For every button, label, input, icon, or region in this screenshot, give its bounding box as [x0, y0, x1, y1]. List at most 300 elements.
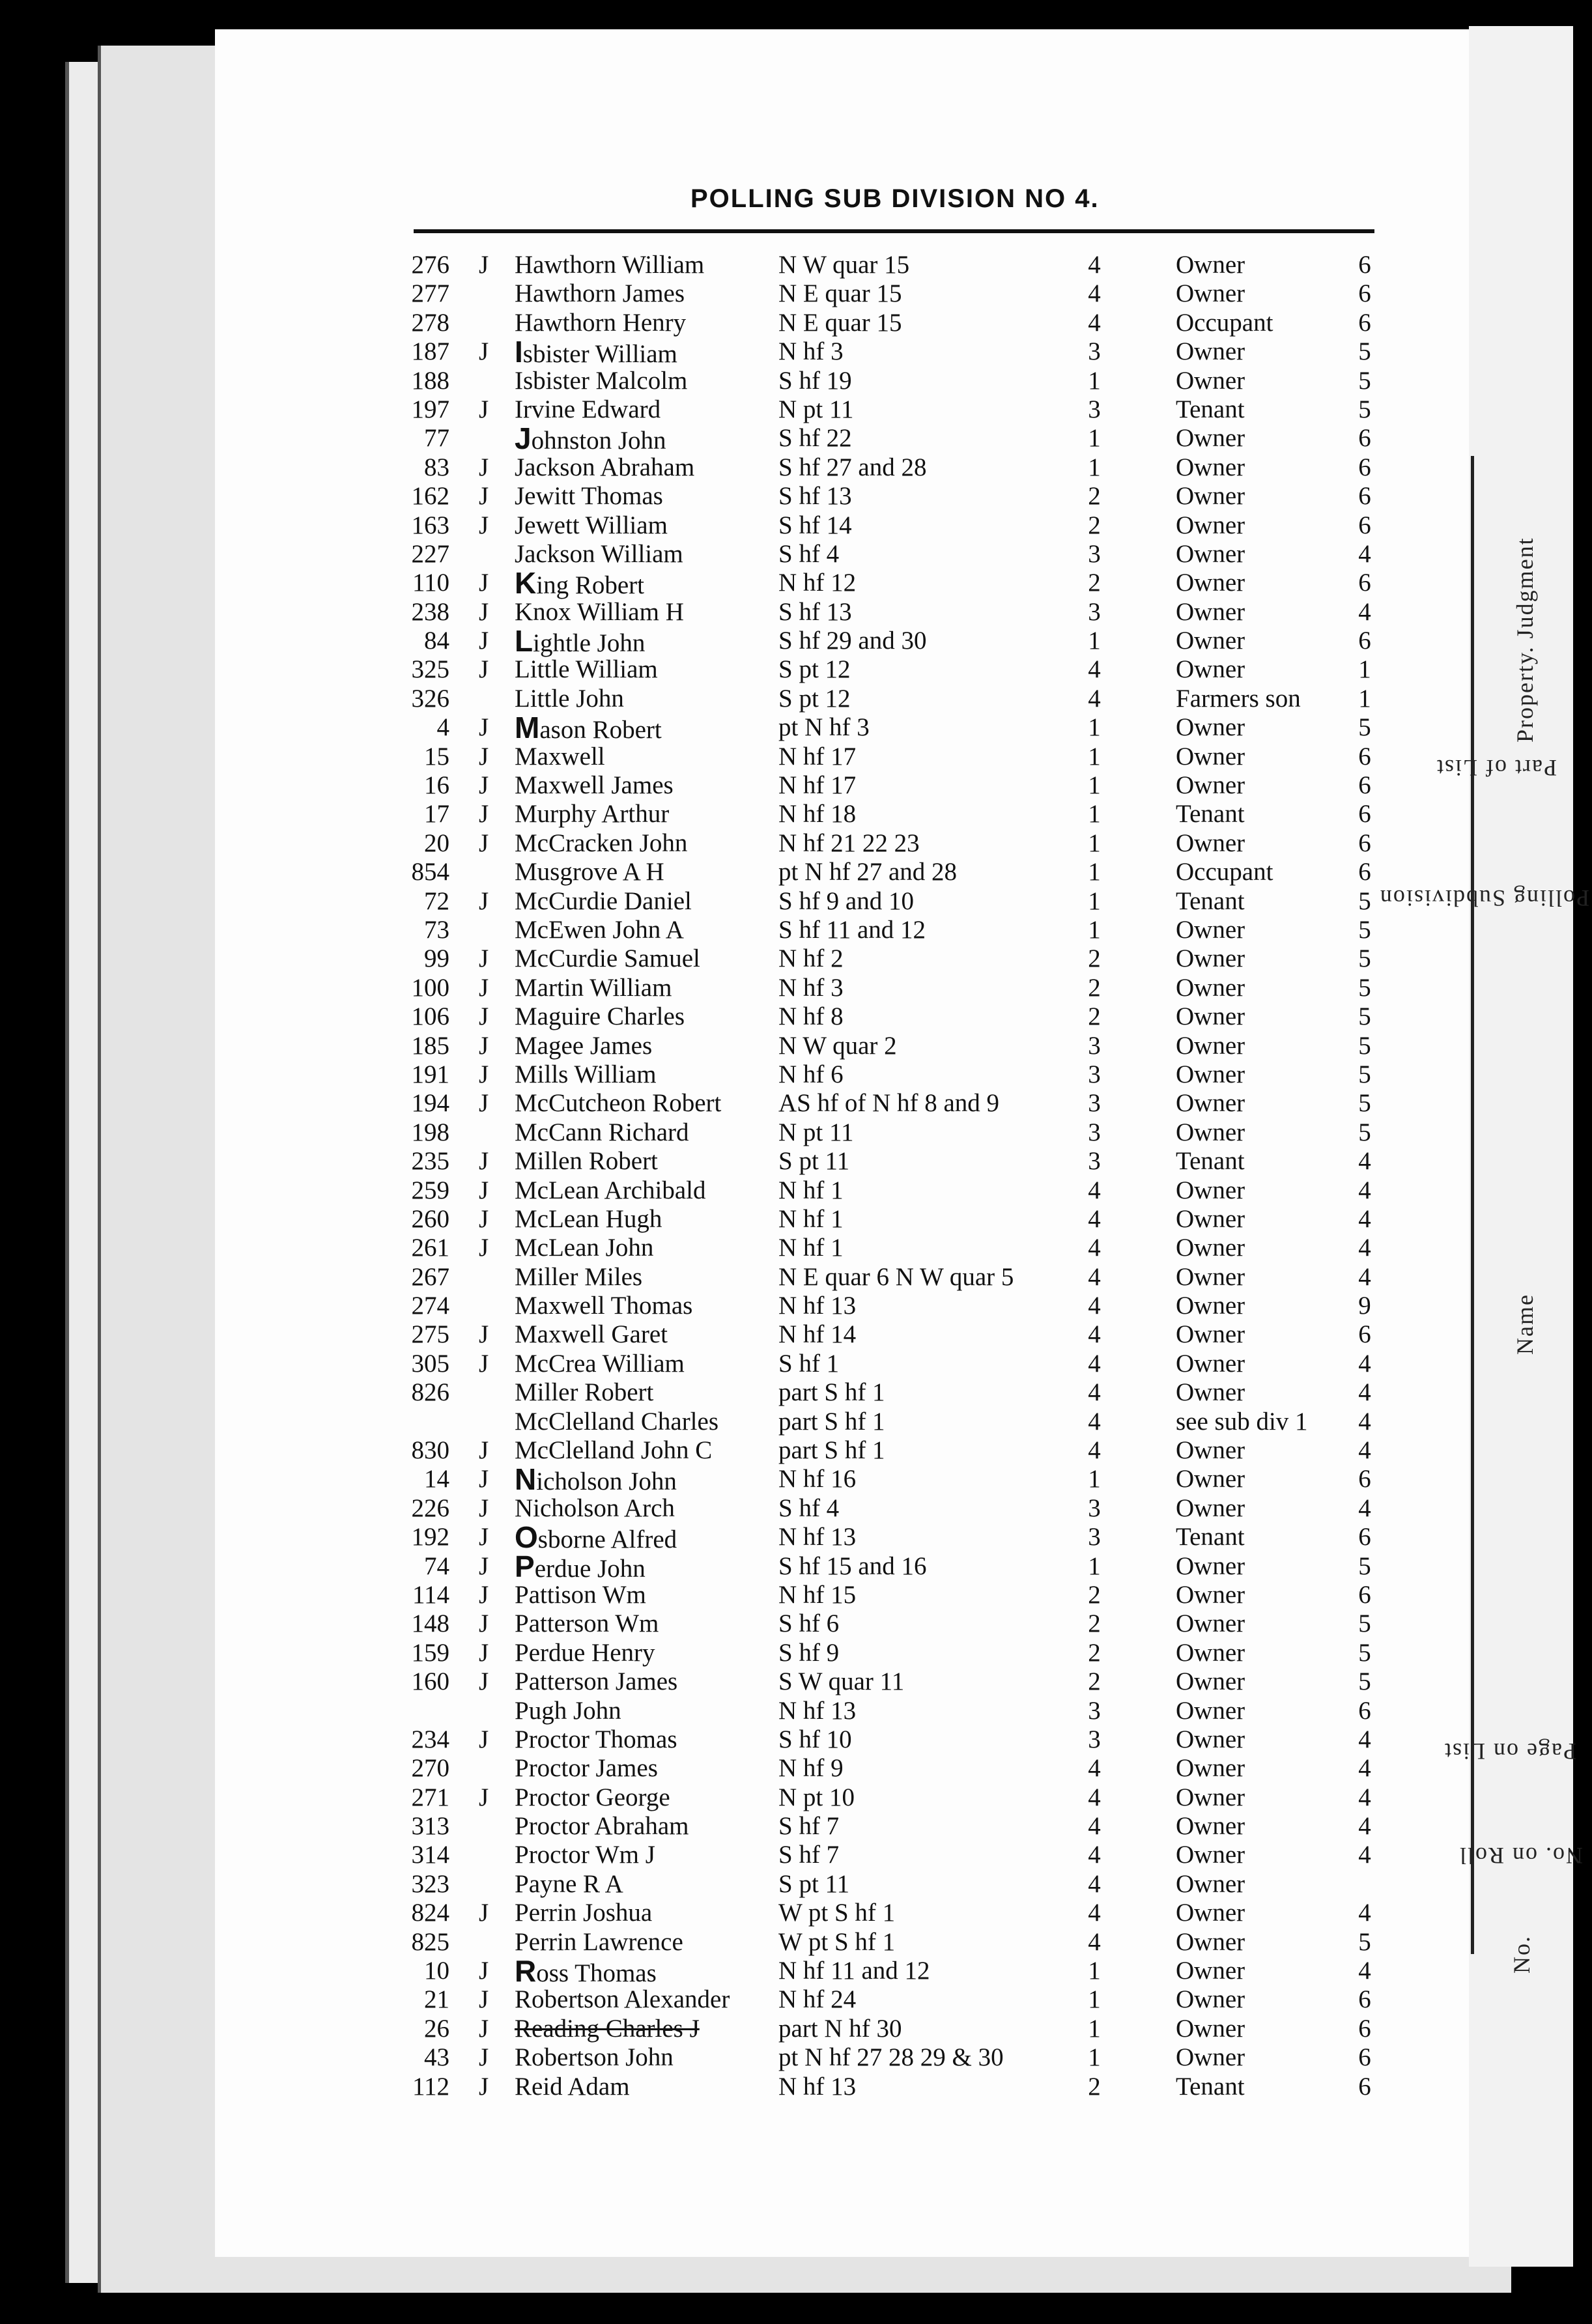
voter-name-text: Jackson Abraham	[515, 453, 695, 481]
ward-number: 2	[1088, 973, 1101, 1002]
voter-name-text: Hawthorn William	[515, 251, 705, 279]
juror-mark: J	[479, 655, 489, 684]
ward-number: 1	[1088, 1465, 1101, 1494]
status: Owner	[1176, 337, 1245, 366]
table-row	[0, 1002, 1592, 1031]
entry-number: 77	[424, 424, 449, 453]
land-description: N hf 14	[778, 1320, 857, 1349]
ward-number: 4	[1088, 1292, 1101, 1320]
status: Owner	[1176, 1118, 1245, 1146]
voter-name-text: McLean John	[515, 1234, 654, 1262]
ward-number: 4	[1088, 1262, 1101, 1291]
status: Owner	[1176, 1725, 1245, 1753]
status: Owner	[1176, 1638, 1245, 1667]
ward-number: 1	[1088, 886, 1101, 915]
property-value: 6	[1358, 1320, 1371, 1349]
entry-number: 112	[412, 2072, 449, 2101]
status: Owner	[1176, 1754, 1245, 1783]
entry-number: 194	[411, 1089, 449, 1118]
voter-name	[515, 511, 668, 540]
ward-number: 3	[1088, 1696, 1101, 1725]
land-description: N pt 11	[778, 395, 854, 423]
status: Owner	[1176, 482, 1245, 511]
status: Owner	[1176, 1234, 1245, 1262]
table-row	[0, 1812, 1592, 1841]
land-description: N E quar 6 N W quar 5	[778, 1262, 1014, 1291]
voter-name	[515, 540, 683, 569]
property-value: 5	[1358, 1552, 1371, 1580]
status: Tenant	[1176, 395, 1245, 423]
ward-number: 1	[1088, 2014, 1101, 2043]
table-row	[0, 1060, 1592, 1089]
voter-name	[515, 367, 687, 395]
ward-number: 4	[1088, 1812, 1101, 1841]
voter-name-text: Miller Miles	[515, 1262, 643, 1291]
status: Owner	[1176, 1204, 1245, 1233]
juror-mark: J	[479, 1204, 489, 1233]
land-description: N hf 12	[778, 569, 857, 597]
voter-name	[515, 743, 605, 771]
voter-name	[515, 1841, 655, 1869]
voter-name	[515, 1985, 730, 2014]
voter-name	[515, 1408, 718, 1436]
land-description: S hf 27 and 28	[778, 453, 927, 481]
table-row	[0, 685, 1592, 713]
voter-name	[515, 1812, 689, 1841]
entry-number: 326	[411, 684, 449, 713]
voter-name-text: Proctor Thomas	[515, 1725, 677, 1753]
juror-mark: J	[479, 569, 489, 597]
ward-number: 2	[1088, 1002, 1101, 1031]
ward-number: 3	[1088, 1060, 1101, 1088]
land-description: W pt S hf 1	[778, 1899, 896, 1927]
property-value: 1	[1358, 684, 1371, 713]
entry-number: 114	[412, 1580, 449, 1609]
status: Owner	[1176, 279, 1245, 308]
table-row	[0, 309, 1592, 337]
voter-name	[515, 944, 700, 973]
section-initial: N	[515, 1462, 537, 1497]
land-description: N hf 13	[778, 2072, 857, 2101]
entry-number: 325	[411, 655, 449, 684]
voter-name	[515, 1783, 670, 1812]
status: Owner	[1176, 713, 1245, 742]
juror-mark: J	[479, 1436, 489, 1465]
table-row	[0, 1032, 1592, 1060]
table-row	[0, 1462, 1592, 1497]
entry-number: 100	[411, 973, 449, 1002]
ward-number: 1	[1088, 366, 1101, 395]
property-value: 5	[1358, 973, 1371, 1002]
status: Tenant	[1176, 886, 1245, 915]
voter-name	[515, 482, 663, 511]
property-value: 4	[1358, 1754, 1371, 1783]
voter-name	[515, 800, 669, 829]
voter-name-text: Reid Adam	[515, 2072, 630, 2101]
voter-name-text: Proctor Wm J	[515, 1841, 655, 1869]
property-value: 4	[1358, 1147, 1371, 1176]
status: Owner	[1176, 1176, 1245, 1204]
table-row	[0, 511, 1592, 540]
voter-name	[515, 1292, 692, 1320]
voter-name-text: Little William	[515, 655, 658, 684]
margin-heading: No.	[1509, 1935, 1535, 1974]
juror-mark: J	[479, 453, 489, 481]
property-value: 4	[1358, 1262, 1371, 1291]
voter-name-text: Irvine Edward	[515, 395, 661, 423]
land-description: S pt 12	[778, 655, 851, 684]
property-value: 4	[1358, 1234, 1371, 1262]
table-row	[0, 1205, 1592, 1234]
status: Owner	[1176, 655, 1245, 684]
voter-name-text: Martin William	[515, 973, 672, 1002]
status: Tenant	[1176, 1147, 1245, 1176]
land-description: N hf 2	[778, 944, 844, 973]
entry-number: 313	[411, 1812, 449, 1841]
voter-name-text: ightle John	[533, 629, 646, 658]
status: Owner	[1176, 1320, 1245, 1349]
property-value: 6	[1358, 1696, 1371, 1725]
land-description: N hf 3	[778, 337, 844, 366]
ward-number: 1	[1088, 1552, 1101, 1580]
voter-name-text: sborne Alfred	[537, 1525, 677, 1554]
ward-number: 1	[1088, 2043, 1101, 2072]
voter-name	[515, 1581, 646, 1609]
property-value: 6	[1358, 511, 1371, 539]
land-description: N hf 17	[778, 742, 857, 771]
voter-name	[515, 829, 687, 858]
voter-name	[515, 598, 684, 627]
ward-number: 4	[1088, 1234, 1101, 1262]
status: Owner	[1176, 366, 1245, 395]
entry-number: 278	[411, 308, 449, 337]
property-value: 5	[1358, 1118, 1371, 1146]
ward-number: 4	[1088, 684, 1101, 713]
title-rule	[414, 229, 1374, 233]
juror-mark: J	[479, 1667, 489, 1696]
table-row	[0, 1667, 1592, 1696]
status: Occupant	[1176, 858, 1273, 886]
property-value: 5	[1358, 1609, 1371, 1638]
ward-number: 4	[1088, 1320, 1101, 1349]
ward-number: 4	[1088, 1927, 1101, 1956]
status: Owner	[1176, 973, 1245, 1002]
table-row	[0, 1928, 1592, 1957]
land-description: S hf 13	[778, 597, 852, 626]
voter-name-text: McCurdie Samuel	[515, 944, 700, 973]
property-value: 4	[1358, 1378, 1371, 1407]
voter-name	[515, 251, 704, 279]
entry-number: 160	[411, 1667, 449, 1696]
land-description: W pt S hf 1	[778, 1927, 896, 1956]
entry-number: 15	[424, 742, 449, 771]
voter-name-text: Robertson John	[515, 2043, 674, 2072]
voter-name-text: Maxwell James	[515, 771, 674, 800]
voter-name-text: Patterson James	[515, 1667, 678, 1696]
voter-name-text: Maguire Charles	[515, 1002, 685, 1031]
entry-number: 192	[411, 1523, 449, 1552]
table-row	[0, 1841, 1592, 1869]
juror-mark: J	[479, 2043, 489, 2072]
land-description: N E quar 15	[778, 279, 902, 308]
status: Owner	[1176, 1985, 1245, 2014]
entry-number: 267	[411, 1262, 449, 1291]
status: Tenant	[1176, 2072, 1245, 2101]
voter-name	[515, 309, 686, 337]
ward-number: 3	[1088, 337, 1101, 366]
page-title: POLLING SUB DIVISION NO 4.	[690, 184, 1100, 213]
ward-number: 2	[1088, 2072, 1101, 2101]
land-description: S hf 22	[778, 424, 852, 453]
margin-heading: Name	[1512, 1294, 1538, 1355]
property-value: 6	[1358, 482, 1371, 511]
ward-number: 4	[1088, 655, 1101, 684]
table-row	[0, 944, 1592, 973]
voter-name	[515, 566, 644, 601]
voter-name	[515, 1350, 685, 1378]
entry-number: 162	[411, 482, 449, 511]
status: Owner	[1176, 1927, 1245, 1956]
voter-name	[515, 1639, 655, 1667]
property-value: 6	[1358, 2043, 1371, 2072]
voter-name-text: sbister William	[522, 340, 677, 369]
status: Owner	[1176, 1060, 1245, 1088]
property-value: 6	[1358, 569, 1371, 597]
table-row	[0, 395, 1592, 424]
voter-name	[515, 1320, 668, 1349]
property-value: 5	[1358, 713, 1371, 742]
status: Owner	[1176, 539, 1245, 568]
voter-name-text: McLean Hugh	[515, 1204, 662, 1233]
juror-mark: J	[479, 1060, 489, 1088]
voter-name-text: Maxwell Thomas	[515, 1292, 693, 1320]
juror-mark: J	[479, 1552, 489, 1580]
property-value: 5	[1358, 1060, 1371, 1088]
ward-number: 1	[1088, 858, 1101, 886]
voter-name	[515, 1549, 646, 1583]
status: Owner	[1176, 1436, 1245, 1465]
table-row	[0, 1697, 1592, 1725]
voter-name-text: Pattison Wm	[515, 1580, 646, 1609]
table-row	[0, 800, 1592, 829]
voter-name	[515, 2073, 630, 2101]
entry-number: 824	[411, 1899, 449, 1927]
juror-mark: J	[479, 1638, 489, 1667]
voter-name	[515, 1060, 657, 1089]
voter-name	[515, 887, 692, 916]
land-description: pt N hf 27 and 28	[778, 858, 958, 886]
juror-mark: J	[479, 482, 489, 511]
land-description: S hf 9 and 10	[778, 886, 914, 915]
ward-number: 2	[1088, 1580, 1101, 1609]
voter-name	[515, 421, 666, 456]
property-value: 5	[1358, 1002, 1371, 1031]
table-row	[0, 1754, 1592, 1783]
table-row	[0, 482, 1592, 511]
land-description: S hf 7	[778, 1841, 840, 1869]
entry-number: 10	[424, 1957, 449, 1985]
land-description: N W quar 2	[778, 1031, 897, 1060]
voter-name-text: Perrin Lawrence	[515, 1927, 683, 1956]
table-row	[0, 279, 1592, 308]
land-description: N hf 18	[778, 800, 857, 829]
table-row	[0, 1378, 1592, 1407]
ward-number: 4	[1088, 1783, 1101, 1811]
property-value: 4	[1358, 1841, 1371, 1869]
status: Owner	[1176, 569, 1245, 597]
ward-number: 1	[1088, 627, 1101, 655]
entry-number: 238	[411, 597, 449, 626]
table-row	[0, 335, 1592, 369]
section-initial: R	[515, 1954, 537, 1989]
status: Owner	[1176, 1667, 1245, 1696]
table-row	[0, 1581, 1592, 1609]
entry-number: 271	[411, 1783, 449, 1811]
property-value: 4	[1358, 1899, 1371, 1927]
land-description: part S hf 1	[778, 1378, 885, 1407]
entry-number: 825	[411, 1927, 449, 1956]
voter-name-text: Hawthorn James	[515, 279, 685, 308]
status: Owner	[1176, 1292, 1245, 1320]
land-description: pt N hf 27 28 29 & 30	[778, 2043, 1004, 2072]
land-description: N hf 9	[778, 1754, 844, 1783]
property-value: 5	[1358, 915, 1371, 944]
voter-name-text: Proctor George	[515, 1783, 670, 1811]
property-value: 4	[1358, 1783, 1371, 1811]
ward-number: 3	[1088, 395, 1101, 423]
voter-name	[515, 916, 684, 944]
property-value: 5	[1358, 1638, 1371, 1667]
voter-name	[515, 771, 674, 800]
land-description: S hf 14	[778, 511, 852, 539]
entry-number: 261	[411, 1234, 449, 1262]
table-row	[0, 743, 1592, 771]
voter-name	[515, 1089, 721, 1118]
ward-number: 3	[1088, 1494, 1101, 1522]
table-row	[0, 1320, 1592, 1349]
juror-mark: J	[479, 627, 489, 655]
juror-mark: J	[479, 1523, 489, 1552]
status: Owner	[1176, 1841, 1245, 1869]
juror-mark: J	[479, 1176, 489, 1204]
property-value: 4	[1358, 1812, 1371, 1841]
entry-number: 72	[424, 886, 449, 915]
entry-number: 185	[411, 1031, 449, 1060]
ward-number: 3	[1088, 1147, 1101, 1176]
land-description: N hf 3	[778, 973, 844, 1002]
juror-mark: J	[479, 1002, 489, 1031]
voter-name	[515, 1870, 623, 1899]
margin-heading: Page on List	[1443, 1738, 1576, 1764]
ward-number: 3	[1088, 1089, 1101, 1118]
voter-name-text: Isbister Malcolm	[515, 366, 688, 395]
entry-number: 99	[424, 944, 449, 973]
status: Owner	[1176, 1580, 1245, 1609]
property-value: 6	[1358, 1523, 1371, 1552]
voter-name-text: Proctor James	[515, 1754, 658, 1783]
status: Owner	[1176, 771, 1245, 800]
section-initial: K	[515, 566, 537, 601]
property-value: 4	[1358, 1957, 1371, 1985]
land-description: N hf 16	[778, 1465, 857, 1494]
status: Owner	[1176, 1783, 1245, 1811]
juror-mark: J	[479, 944, 489, 973]
table-row	[0, 1639, 1592, 1667]
land-description: N pt 11	[778, 1118, 854, 1146]
entry-number: 148	[411, 1609, 449, 1638]
land-description: part S hf 1	[778, 1436, 885, 1465]
land-description: S pt 11	[778, 1147, 850, 1176]
voter-name	[515, 1234, 653, 1262]
voter-name-text: Jackson William	[515, 539, 683, 568]
table-row	[0, 453, 1592, 482]
voter-name-text: Murphy Arthur	[515, 800, 670, 829]
ward-number: 4	[1088, 279, 1101, 308]
entry-number: 74	[424, 1552, 449, 1580]
ward-number: 4	[1088, 1204, 1101, 1233]
juror-mark: J	[479, 1031, 489, 1060]
land-description: N pt 10	[778, 1783, 855, 1811]
entry-number: 163	[411, 511, 449, 539]
property-value: 4	[1358, 1349, 1371, 1378]
voter-name	[515, 974, 672, 1002]
property-value: 5	[1358, 944, 1371, 973]
ward-number: 2	[1088, 482, 1101, 511]
table-row	[0, 1147, 1592, 1176]
status: Owner	[1176, 1494, 1245, 1522]
property-value: 6	[1358, 1465, 1371, 1494]
voter-name-text: ason Robert	[539, 716, 662, 744]
voter-name-text: McLean Archibald	[515, 1176, 706, 1204]
property-value: 6	[1358, 424, 1371, 453]
table-row	[0, 566, 1592, 601]
property-value: 4	[1358, 597, 1371, 626]
juror-mark: J	[479, 1985, 489, 2014]
ward-number: 4	[1088, 1899, 1101, 1927]
status: Owner	[1176, 424, 1245, 453]
ward-number: 3	[1088, 539, 1101, 568]
ward-number: 4	[1088, 308, 1101, 337]
property-value: 4	[1358, 539, 1371, 568]
table-row	[0, 916, 1592, 944]
voter-name	[515, 1520, 677, 1555]
property-value: 5	[1358, 366, 1371, 395]
juror-mark: J	[479, 1320, 489, 1349]
status: Owner	[1176, 1899, 1245, 1927]
land-description: N hf 13	[778, 1523, 857, 1552]
status: Owner	[1176, 1957, 1245, 1985]
voter-name-text: McCracken John	[515, 829, 688, 857]
juror-mark: J	[479, 1783, 489, 1811]
voter-name-text: Jewett William	[515, 511, 668, 539]
land-description: S pt 12	[778, 684, 851, 713]
voter-name-text: icholson John	[536, 1467, 677, 1496]
voter-name-text: erdue John	[534, 1554, 646, 1583]
voter-name	[515, 858, 664, 886]
property-value: 6	[1358, 829, 1371, 857]
land-description: N W quar 15	[778, 251, 910, 279]
voter-name	[515, 1176, 705, 1205]
entry-number: 21	[424, 1985, 449, 2014]
land-description: S hf 29 and 30	[778, 627, 927, 655]
land-description: S hf 19	[778, 366, 852, 395]
entry-number: 276	[411, 251, 449, 279]
land-description: N hf 13	[778, 1292, 857, 1320]
status: Owner	[1176, 597, 1245, 626]
voter-name-text: Knox William H	[515, 597, 684, 626]
juror-mark: J	[479, 395, 489, 423]
entry-number: 187	[411, 337, 449, 366]
